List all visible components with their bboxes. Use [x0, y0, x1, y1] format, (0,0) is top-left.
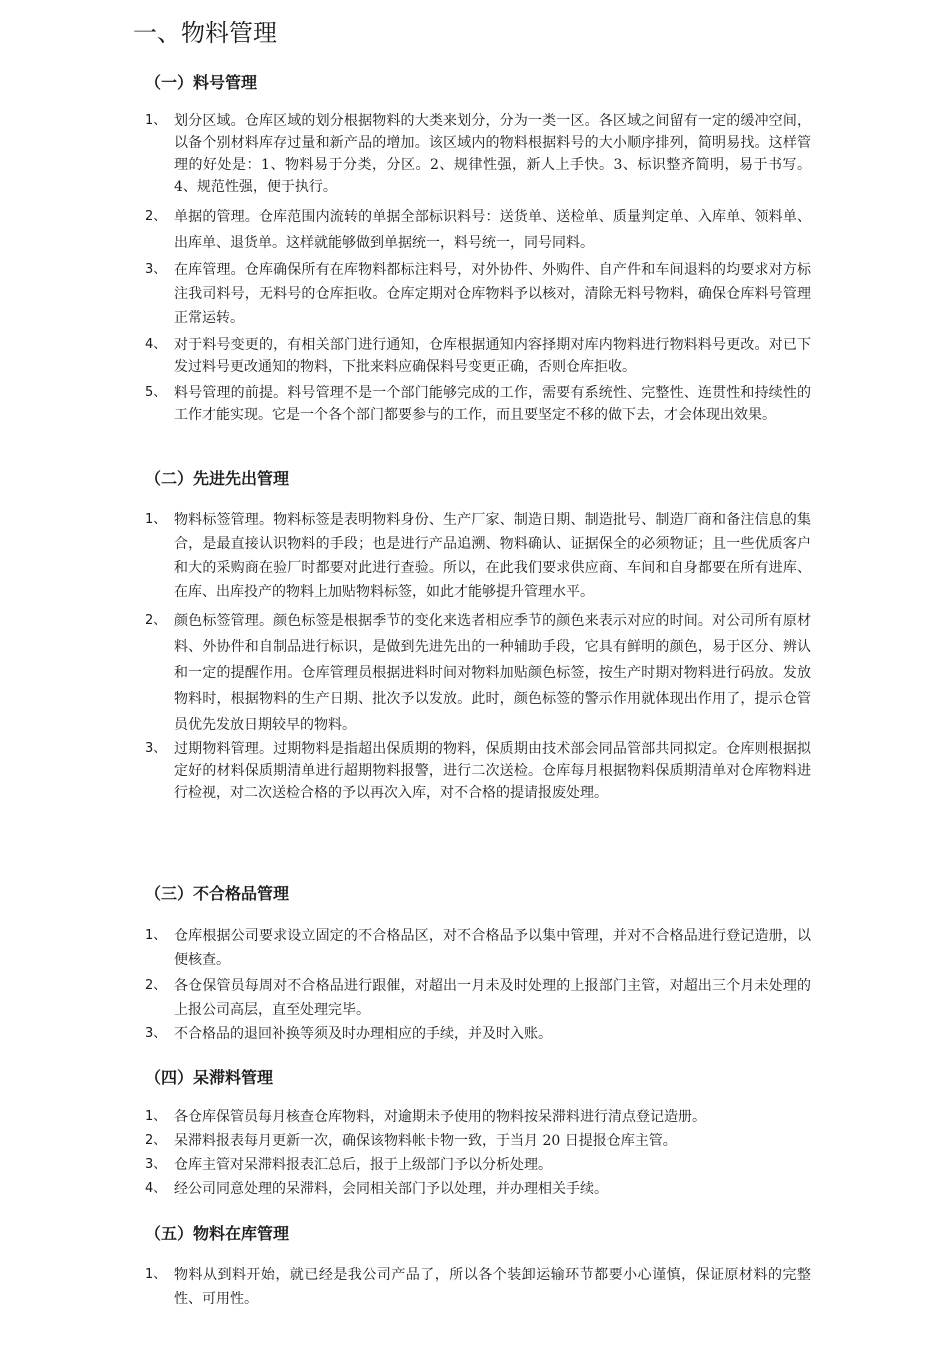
document-title: 一、物料管理 — [133, 19, 277, 47]
item-text: 划分区域。仓库区域的划分根据物料的大类来划分，分为一类一区。各区域之间留有一定的缓冲空间，以备个别材料库存过量和新产品的增加。该区域内的物料根据料号的大小顺序排列，简明易找。这样管理的好处是：1、物料易于分类，分区。2、规律性强，新人上手快。3、标识整齐简明，易于书写。4、规范性强，便于执行。 — [174, 113, 811, 195]
item-text: 物料从到料开始，就已经是我公司产品了，所以各个装卸运输环节都要小心谨慎，保证原材料的完整性、可用性。 — [174, 1267, 811, 1307]
list-item — [145, 1177, 811, 1201]
list-item — [145, 1129, 811, 1153]
item-text: 各仓保管员每周对不合格品进行跟催，对超出一月未及时处理的上报部门主管，对超出三个月未处理的上报公司高层，直至处理完毕。 — [174, 978, 811, 1018]
section-title-part-number: （一）料号管理 — [145, 73, 258, 92]
item-text: 呆滞料报表每月更新一次，确保该物料帐卡物一致，于当月 20 日提报仓库主管。 — [174, 1133, 677, 1149]
section-title-slow-moving: （四）呆滞料管理 — [145, 1068, 274, 1087]
list-item — [145, 738, 811, 804]
item-number: 1、 — [145, 1267, 167, 1282]
item-text: 物料标签管理。物料标签是表明物料身份、生产厂家、制造日期、制造批号、制造厂商和备注信息的集合，是最直接认识物料的手段；也是进行产品追溯、物料确认、证据保全的必须物证；且一些优质客户和大的采购商在验厂时都要对此进行查验。所以，在此我们要求供应商、车间和自身都要在所有进库、在库、出库投产的物料上加贴物料标签，如此才能够提升管理水平。 — [174, 512, 811, 600]
section-title-in-stock: （五）物料在库管理 — [145, 1224, 290, 1243]
list-item — [145, 1263, 811, 1311]
item-number: 1、 — [145, 113, 167, 128]
list-item — [145, 110, 811, 198]
item-number: 2、 — [145, 209, 167, 224]
item-number: 3、 — [145, 1026, 167, 1041]
list-item — [145, 334, 811, 378]
item-text: 经公司同意处理的呆滞料，会同相关部门予以处理，并办理相关手续。 — [174, 1181, 608, 1197]
section-list-part-number — [145, 110, 811, 426]
list-item — [145, 924, 811, 972]
item-text: 料号管理的前提。料号管理不是一个部门能够完成的工作，需要有系统性、完整性、连贯性和持续性的工作才能实现。它是一个各个部门都要参与的工作，而且要坚定不移的做下去，才会体现出效果。 — [174, 385, 811, 423]
list-item — [145, 204, 811, 256]
item-text: 单据的管理。仓库范围内流转的单据全部标识料号：送货单、送检单、质量判定单、入库单、领料单、出库单、退货单。这样就能够做到单据统一，料号统一，同号同料。 — [174, 209, 811, 251]
item-text: 仓库根据公司要求设立固定的不合格品区，对不合格品予以集中管理，并对不合格品进行登记造册，以便核查。 — [174, 928, 811, 968]
item-number: 2、 — [145, 1133, 167, 1148]
item-text: 仓库主管对呆滞料报表汇总后，报于上级部门予以分析处理。 — [174, 1157, 552, 1173]
item-text: 各仓库保管员每月核查仓库物料，对逾期未予使用的物料按呆滞料进行清点登记造册。 — [174, 1109, 706, 1125]
item-text: 过期物料管理。过期物料是指超出保质期的物料，保质期由技术部会同品管部共同拟定。仓库则根据拟定好的材料保质期清单进行超期物料报警，进行二次送检。仓库每月根据物料保质期清单对仓库物料进行检视，对二次送检合格的予以再次入库，对不合格的提请报废处理。 — [174, 741, 811, 801]
item-number: 2、 — [145, 978, 167, 993]
list-item — [145, 974, 811, 1022]
section-title-nonconforming: （三）不合格品管理 — [145, 884, 290, 903]
list-item — [145, 258, 811, 330]
item-text: 对于料号变更的，有相关部门进行通知，仓库根据通知内容择期对库内物料进行物料料号更改。对已下发过料号更改通知的物料，下批来料应确保料号变更正确，否则仓库拒收。 — [174, 337, 811, 375]
section-list-fifo — [145, 508, 811, 804]
section-title-fifo: （二）先进先出管理 — [145, 469, 290, 488]
list-item — [145, 382, 811, 426]
list-item — [145, 1105, 811, 1129]
item-number: 3、 — [145, 1157, 167, 1172]
section-list-slow-moving — [145, 1105, 811, 1201]
item-number: 4、 — [145, 337, 167, 352]
section-list-nonconforming — [145, 924, 811, 1046]
item-number: 3、 — [145, 741, 167, 756]
list-item — [145, 608, 811, 738]
item-number: 4、 — [145, 1181, 167, 1196]
item-number: 2、 — [145, 613, 167, 628]
section-list-in-stock — [145, 1263, 811, 1311]
item-text: 在库管理。仓库确保所有在库物料都标注料号，对外协件、外购件、自产件和车间退料的均要求对方标注我司料号，无料号的仓库拒收。仓库定期对仓库物料予以核对，清除无料号物料，确保仓库料号管理正常运转。 — [174, 262, 811, 326]
item-text: 颜色标签管理。颜色标签是根据季节的变化来选者相应季节的颜色来表示对应的时间。对公司所有原材料、外协件和自制品进行标识，是做到先进先出的一种辅助手段，它具有鲜明的颜色，易于区分、辨认和一定的提醒作用。仓库管理员根据进料时间对物料加贴颜色标签，按生产时期对物料进行码放。发放物料时，根据物料的生产日期、批次予以发放。此时，颜色标签的警示作用就体现出作用了，提示仓管员优先发放日期较早的物料。 — [174, 613, 811, 733]
item-number: 1、 — [145, 928, 167, 943]
item-number: 1、 — [145, 1109, 167, 1124]
item-number: 1、 — [145, 512, 167, 527]
list-item — [145, 508, 811, 604]
item-text: 不合格品的退回补换等须及时办理相应的手续，并及时入账。 — [174, 1026, 552, 1042]
item-number: 3、 — [145, 262, 167, 277]
list-item — [145, 1022, 811, 1046]
item-number: 5、 — [145, 385, 167, 400]
list-item — [145, 1153, 811, 1177]
